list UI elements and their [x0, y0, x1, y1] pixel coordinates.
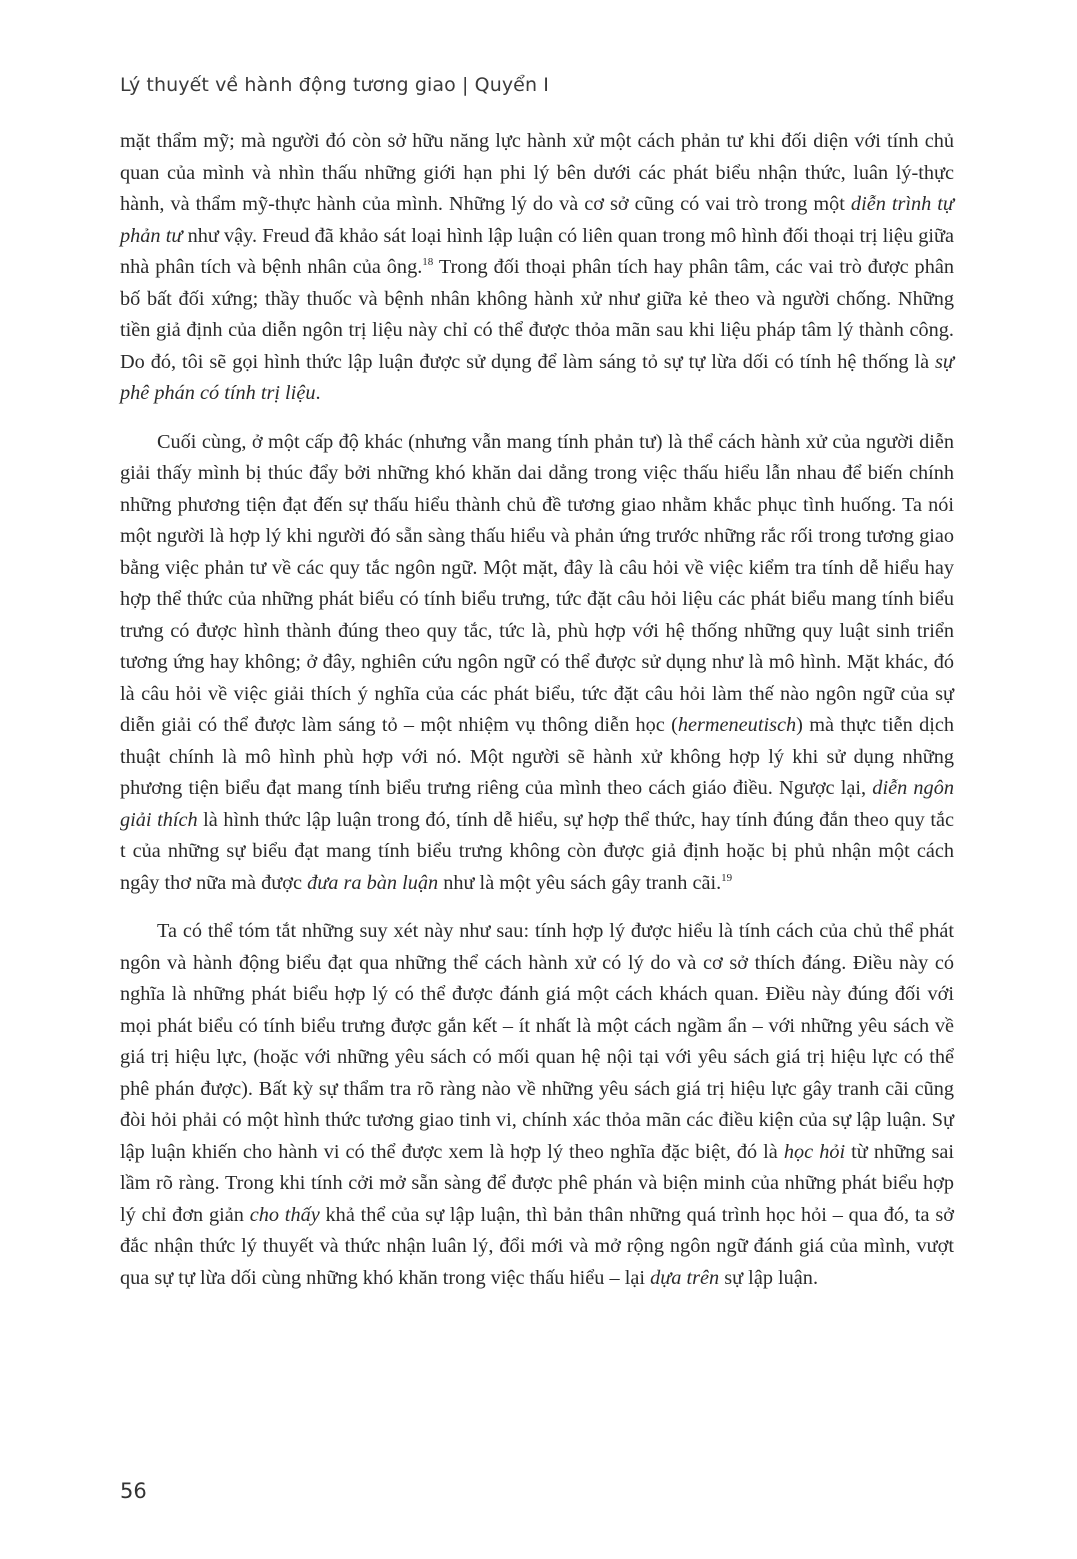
italic-term: học hỏi [783, 1140, 846, 1163]
running-head: Lý thuyết về hành động tương giao | Quyển I [120, 74, 549, 96]
italic-term: hermeneutisch [677, 714, 797, 736]
italic-term: đưa ra bàn luận [307, 871, 439, 894]
text-run: như là một yêu sách gây tranh cãi. [438, 871, 722, 894]
text-run: Ta có thể tóm tắt những suy xét này như sau: tính hợp lý được hiểu là tính cách của chủ thể phát ngôn và hành động biểu đạt qua những thể cách hành xử có lý do và cơ sở thích đáng. Điều này có nghĩa là những phát biểu hợp lý có thể được đánh giá một cách khách quan. Điều này đúng đối với mọi phát biểu có tính biểu trưng được gắn kết – ít nhất là một cách ngầm ẩn – với những yêu sách về giá trị hiệu lực, (hoặc với những yêu sách có mối quan hệ nội tại với yêu sách giá trị hiệu lực có thể phê phán được). Bất kỳ sự thẩm tra rõ ràng nào về những yêu sách giá trị hiệu lực gây tranh cãi cũng đòi hỏi phải có một hình thức tương giao tinh vi, chính xác thỏa mãn các điều kiện của sự lập luận. Sự lập luận khiến cho hành vi có thể được xem là hợp lý theo nghĩa đặc biệt, đó là [120, 920, 954, 1163]
footnote-ref[interactable]: 18 [422, 255, 434, 268]
italic-term: dựa trên [650, 1266, 720, 1289]
text-run: . [315, 382, 321, 404]
paragraph-3 [120, 916, 954, 1294]
italic-term: diễn trình tự phản tư [120, 193, 954, 247]
paragraph-2 [120, 427, 954, 900]
footnote-ref[interactable]: 19 [721, 871, 733, 884]
page-number: 56 [120, 1479, 147, 1503]
text-run: từ những sai lầm rõ ràng. Trong khi tính cởi mở sẵn sàng để được phê phán và biện minh của những phát biểu hợp lý chỉ đơn giản [120, 1140, 954, 1226]
italic-term: sự phê phán có tính trị liệu [120, 350, 954, 404]
text-run: là hình thức lập luận trong đó, tính dễ hiểu, sự hợp thể thức, hay tính đúng đắn theo quy tắc t của những sự biểu đạt mang tính biểu trưng không còn được giả định hoặc bị phủ nhận một cách ngây thơ nữa mà được [120, 808, 954, 894]
text-run: như vậy. Freud đã khảo sát loại hình lập luận có liên quan trong mô hình đối thoại trị liệu giữa nhà phân tích và bệnh nhân của ông. [120, 224, 954, 278]
text-run: ) mà thực tiễn dịch thuật chính là mô hình phù hợp với nó. Một người sẽ hành xử không hợp lý khi sử dụng những phương tiện biểu đạt mang tính biểu trưng riêng của mình theo cách giáo điều. Ngược lại, [120, 714, 954, 799]
text-run: sự lập luận. [719, 1266, 819, 1289]
italic-term: cho thấy [249, 1203, 320, 1226]
paragraph-1 [120, 126, 954, 410]
italic-term: diễn ngôn giải thích [120, 777, 954, 831]
text-run: Cuối cùng, ở một cấp độ khác (nhưng vẫn mang tính phản tư) là thể cách hành xử của người diễn giải thấy mình bị thúc đẩy bởi những khó khăn dai dẳng trong việc thấu hiểu lẫn nhau để biến chính những phương tiện đạt đến sự thấu hiểu thành chủ đề tương giao nhằm khắc phục tình huống. Ta nói một người là hợp lý khi người đó sẵn sàng thấu hiểu và phản ứng trước những rắc rối trong tương giao bằng việc phản tư về các quy tắc ngôn ngữ. Một mặt, đây là câu hỏi về việc kiểm tra tính dễ hiểu hay hợp thể thức của những phát biểu có tính biểu trưng, tức đặt câu hỏi liệu các phát biểu mang tính biểu trưng có được hình thành đúng theo quy tắc, tức là, phù hợp với hệ thống những quy luật sinh triển tương ứng hay không; ở đây, nghiên cứu ngôn ngữ có thể được sử dụng như là mô hình. Mặt khác, đó là câu hỏi về việc giải thích ý nghĩa của các phát biểu, tức đặt câu hỏi làm thế nào ngôn ngữ của sự diễn giải có thể được làm sáng tỏ – một nhiệm vụ thông diễn học ( [120, 430, 954, 736]
body-text [120, 126, 954, 1294]
text-run: mặt thẩm mỹ; mà người đó còn sở hữu năng lực hành xử một cách phản tư khi đối diện với tính chủ quan của mình và nhìn thấu những giới hạn phi lý bên dưới các phát biểu nhận thức, luân lý-thực hành, và thẩm mỹ-thực hành của mình. Những lý do và cơ sở cũng có vai trò trong một [120, 130, 954, 215]
text-run: khả thể của sự lập luận, thì bản thân những quá trình học hỏi – qua đó, ta sở đắc nhận thức lý thuyết và thức nhận luân lý, đổi mới và mở rộng ngôn ngữ đánh giá của mình, vượt qua sự tự lừa dối cùng những khó khăn trong việc thấu hiểu – lại [120, 1203, 954, 1289]
text-run: Trong đối thoại phân tích hay phân tâm, các vai trò được phân bố bất đối xứng; thầy thuốc và bệnh nhân không hành xử như giữa kẻ theo và người chống. Những tiền giả định của diễn ngôn trị liệu này chỉ có thể được thỏa mãn sau khi liệu pháp tâm lý thành công. Do đó, tôi sẽ gọi hình thức lập luận được sử dụng để làm sáng tỏ sự tự lừa dối có tính hệ thống là [120, 256, 954, 373]
